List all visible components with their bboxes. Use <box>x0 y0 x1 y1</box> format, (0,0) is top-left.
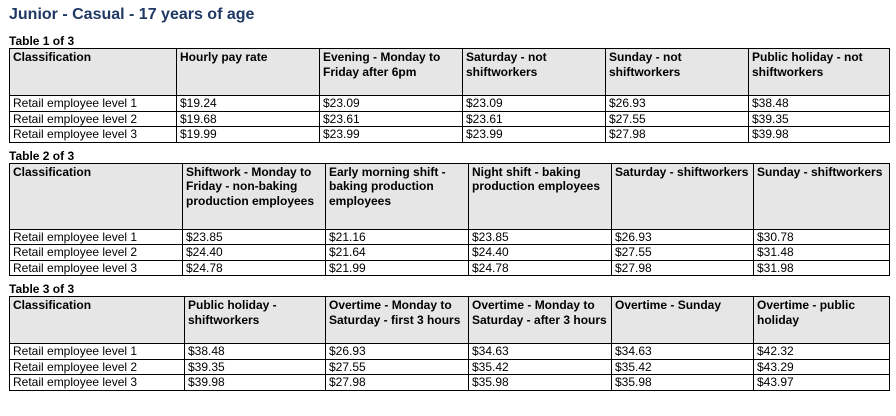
rate-cell: $23.61 <box>463 111 606 127</box>
rate-cell: $27.98 <box>612 260 754 276</box>
table-row <box>10 344 890 360</box>
rate-cell: $21.99 <box>326 260 469 276</box>
rate-cell: $39.98 <box>185 375 326 391</box>
column-header: Night shift - baking production employees <box>469 163 612 229</box>
rate-cell: $26.93 <box>326 344 469 360</box>
classification-cell: Retail employee level 2 <box>10 245 183 261</box>
rate-cell: $19.99 <box>177 127 320 143</box>
column-header: Overtime - Monday to Saturday - first 3 hours <box>326 297 469 344</box>
rates-table-1 <box>9 48 890 143</box>
rate-cell: $26.93 <box>612 229 754 245</box>
rate-cell: $27.55 <box>612 245 754 261</box>
table-row <box>10 229 890 245</box>
rate-cell: $21.64 <box>326 245 469 261</box>
table-row <box>10 375 890 391</box>
rate-cell: $39.35 <box>185 359 326 375</box>
table-caption: Table 1 of 3 <box>9 34 75 48</box>
rate-cell: $24.78 <box>469 260 612 276</box>
rate-cell: $23.85 <box>469 229 612 245</box>
rates-table-3 <box>9 296 890 391</box>
rate-cell: $27.98 <box>326 375 469 391</box>
rate-cell: $19.24 <box>177 96 320 112</box>
column-header: Sunday - not shiftworkers <box>606 49 749 96</box>
table-row <box>10 96 890 112</box>
rate-cell: $39.35 <box>749 111 890 127</box>
rate-cell: $35.42 <box>469 359 612 375</box>
rate-cell: $34.63 <box>469 344 612 360</box>
classification-cell: Retail employee level 1 <box>10 229 183 245</box>
rate-cell: $35.42 <box>612 359 754 375</box>
classification-cell: Retail employee level 1 <box>10 96 177 112</box>
rates-table-2 <box>9 163 890 277</box>
rate-cell: $19.68 <box>177 111 320 127</box>
rate-cell: $24.78 <box>183 260 326 276</box>
table-header-row <box>10 163 890 229</box>
column-header: Evening - Monday to Friday after 6pm <box>320 49 463 96</box>
rate-cell: $43.29 <box>754 359 890 375</box>
table-row <box>10 260 890 276</box>
column-header: Overtime - public holiday <box>754 297 890 344</box>
table-caption: Table 3 of 3 <box>9 282 75 296</box>
rate-cell: $42.32 <box>754 344 890 360</box>
column-header: Classification <box>10 49 177 96</box>
table-header-row <box>10 297 890 344</box>
rate-cell: $26.93 <box>606 96 749 112</box>
table-row <box>10 245 890 261</box>
rate-cell: $34.63 <box>612 344 754 360</box>
classification-cell: Retail employee level 2 <box>10 359 185 375</box>
rate-cell: $31.48 <box>754 245 890 261</box>
rate-cell: $23.61 <box>320 111 463 127</box>
classification-cell: Retail employee level 3 <box>10 375 185 391</box>
rate-cell: $38.48 <box>185 344 326 360</box>
rate-cell: $30.78 <box>754 229 890 245</box>
column-header: Early morning shift - baking production employees <box>326 163 469 229</box>
column-header: Classification <box>10 163 183 229</box>
table-row <box>10 359 890 375</box>
rate-cell: $27.55 <box>606 111 749 127</box>
rate-cell: $27.55 <box>326 359 469 375</box>
classification-cell: Retail employee level 3 <box>10 260 183 276</box>
rate-cell: $24.40 <box>469 245 612 261</box>
rate-cell: $23.99 <box>320 127 463 143</box>
table-header-row <box>10 49 890 96</box>
column-header: Public holiday - shiftworkers <box>185 297 326 344</box>
rate-cell: $39.98 <box>749 127 890 143</box>
rate-cell: $21.16 <box>326 229 469 245</box>
rate-cell: $35.98 <box>469 375 612 391</box>
rate-cell: $23.99 <box>463 127 606 143</box>
column-header: Sunday - shiftworkers <box>754 163 890 229</box>
column-header: Saturday - not shiftworkers <box>463 49 606 96</box>
column-header: Classification <box>10 297 185 344</box>
classification-cell: Retail employee level 2 <box>10 111 177 127</box>
rate-cell: $38.48 <box>749 96 890 112</box>
rate-cell: $23.09 <box>463 96 606 112</box>
table-row <box>10 127 890 143</box>
column-header: Saturday - shiftworkers <box>612 163 754 229</box>
rate-cell: $23.85 <box>183 229 326 245</box>
table-caption: Table 2 of 3 <box>9 148 75 163</box>
rate-cell: $35.98 <box>612 375 754 391</box>
column-header: Overtime - Monday to Saturday - after 3 hours <box>469 297 612 344</box>
page-title: Junior - Casual - 17 years of age <box>9 6 255 23</box>
classification-cell: Retail employee level 1 <box>10 344 185 360</box>
column-header: Shiftwork - Monday to Friday - non-baking production employees <box>183 163 326 229</box>
rate-cell: $43.97 <box>754 375 890 391</box>
rate-cell: $24.40 <box>183 245 326 261</box>
classification-cell: Retail employee level 3 <box>10 127 177 143</box>
column-header: Public holiday - not shiftworkers <box>749 49 890 96</box>
rate-cell: $27.98 <box>606 127 749 143</box>
rate-cell: $31.98 <box>754 260 890 276</box>
column-header: Hourly pay rate <box>177 49 320 96</box>
rate-cell: $23.09 <box>320 96 463 112</box>
column-header: Overtime - Sunday <box>612 297 754 344</box>
table-row <box>10 111 890 127</box>
